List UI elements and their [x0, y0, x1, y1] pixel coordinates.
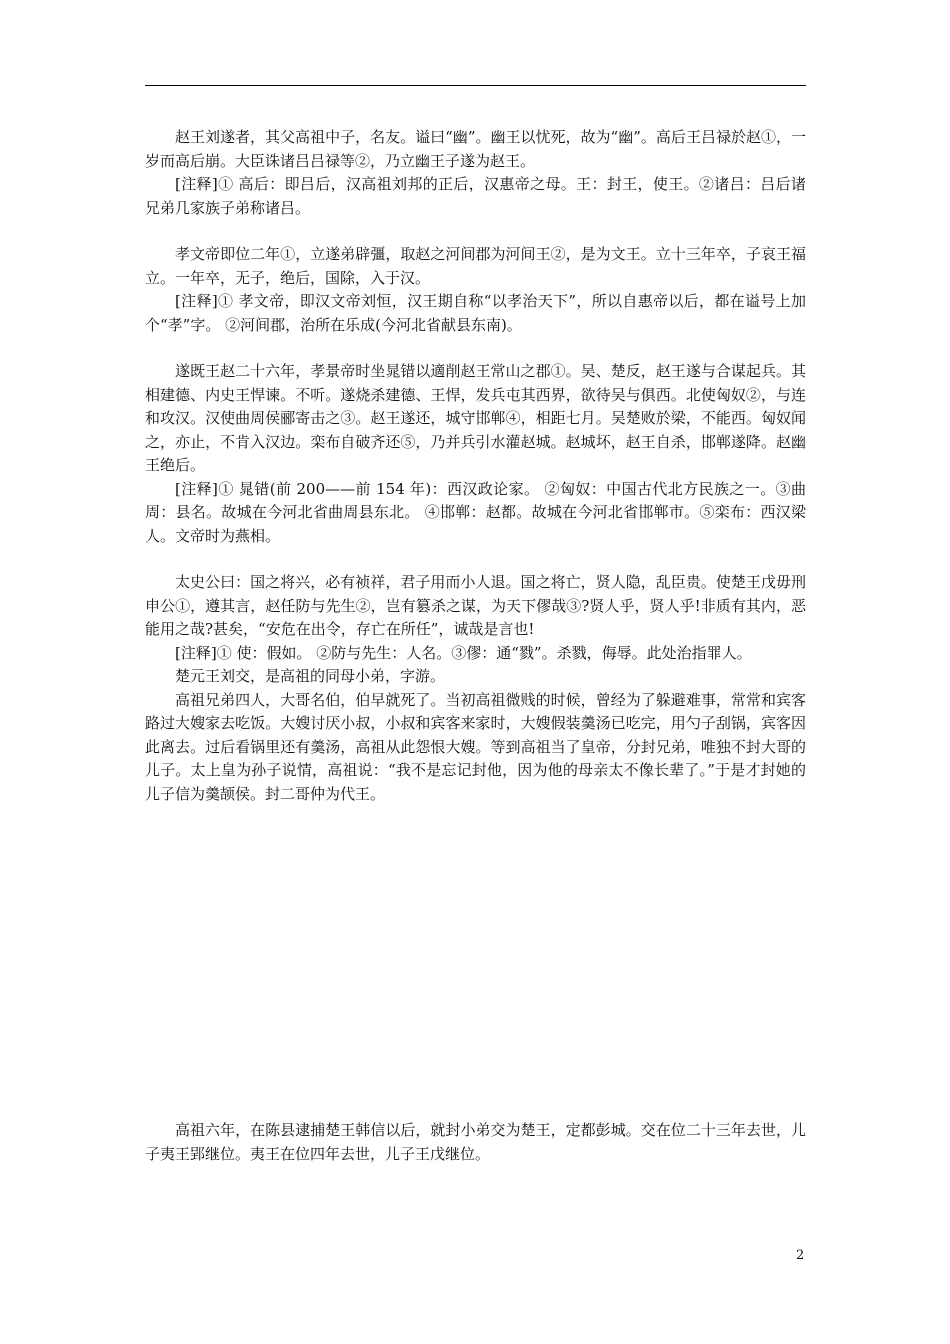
document-body	[145, 126, 806, 1163]
annotation-4: [注释]① 使：假如。 ②防与先生：人名。③僇：通“戮”。杀戮，侮辱。此处治指罪人。	[175, 643, 752, 662]
annotation-1: [注释]① 高后：即吕后，汉高祖刘邦的正后，汉惠帝之母。王：封王，使王。②诸吕：吕后诸兄弟几家族子弟称诸吕。	[145, 175, 806, 217]
paragraph-brothers: 高祖兄弟四人，大哥名伯，伯早就死了。当初高祖微贱的时候，曾经为了躲避难事，常常和宾客路过大嫂家去吃饭。大嫂讨厌小叔，小叔和宾客来家时，大嫂假装羹汤已吃完，用勺子刮锅，宾客因此离去。过后看锅里还有羹汤，高祖从此怨恨大嫂。等到高祖当了皇帝，分封兄弟，唯独不封大哥的儿子。太上皇为孙子说情，高祖说：“我不是忘记封他，因为他的母亲太不像长辈了。”于是才封她的儿子信为羹颉侯。封二哥仲为代王。	[145, 690, 806, 803]
paragraph-rebellion: 遂既王赵二十六年，孝景帝时坐晁错以適削赵王常山之郡①。吴、楚反，赵王遂与合谋起兵。其相建德、内史王悍谏。不听。遂烧杀建德、王悍，发兵屯其西界，欲待吴与俱西。北使匈奴②，与连和攻汉。汉使曲周侯郦寄击之③。赵王遂还，城守邯郸④，相距七月。吴楚败於梁，不能西。匈奴闻之，亦止，不肯入汉边。栾布自破齐还⑤，乃并兵引水灌赵城。赵城坏，赵王自杀，邯郸遂降。赵幽王绝后。	[145, 362, 806, 474]
header-rule	[145, 85, 806, 86]
paragraph-taishigong: 太史公曰：国之将兴，必有祯祥，君子用而小人退。国之将亡，贤人隐，乱臣贵。使楚王戊毋刑申公①，遵其言，赵任防与先生②，岂有篡杀之谋，为天下僇哉③?贤人乎，贤人乎!非质有其内，恶能用之哉?甚矣，“安危在出令，存亡在所任”，诚哉是言也!	[145, 573, 806, 638]
paragraph-chu-yuan-wang: 楚元王刘交，是高祖的同母小弟，字游。	[175, 667, 446, 685]
paragraph-zhao-king: 赵王刘遂者，其父高祖中子，名友。谥曰“幽”。幽王以忧死，故为“幽”。高后王吕禄於赵①，一岁而高后崩。大臣诛诸吕吕禄等②，乃立幽王子遂为赵王。	[145, 128, 806, 170]
page-number: 2	[796, 1248, 805, 1263]
paragraph-wendi: 孝文帝即位二年①，立遂弟辟彊，取赵之河间郡为河间王②，是为文王。立十三年卒，子哀王福立。一年卒，无子，绝后，国除，入于汉。	[145, 245, 806, 287]
annotation-3: [注释]① 晁错(前 200——前 154 年)：西汉政论家。 ②匈奴：中国古代北方民族之一。③曲周：县名。故城在今河北省曲周县东北。 ④邯郸：赵都。故城在今河北省邯郸市。⑤栾布：西汉梁人。文帝时为燕相。	[145, 479, 806, 545]
annotation-2: [注释]① 孝文帝，即汉文帝刘恒，汉王期自称“以孝治天下”，所以自惠帝以后，都在谥号上加个“孝”字。 ②河间郡，治所在乐成(今河北省献县东南)。	[145, 292, 806, 334]
paragraph-gaozu-sixth-year: 高祖六年，在陈县逮捕楚王韩信以后，就封小弟交为楚王，定都彭城。交在位二十三年去世，儿子夷王郢继位。夷王在位四年去世，儿子王戊继位。	[145, 1121, 806, 1163]
